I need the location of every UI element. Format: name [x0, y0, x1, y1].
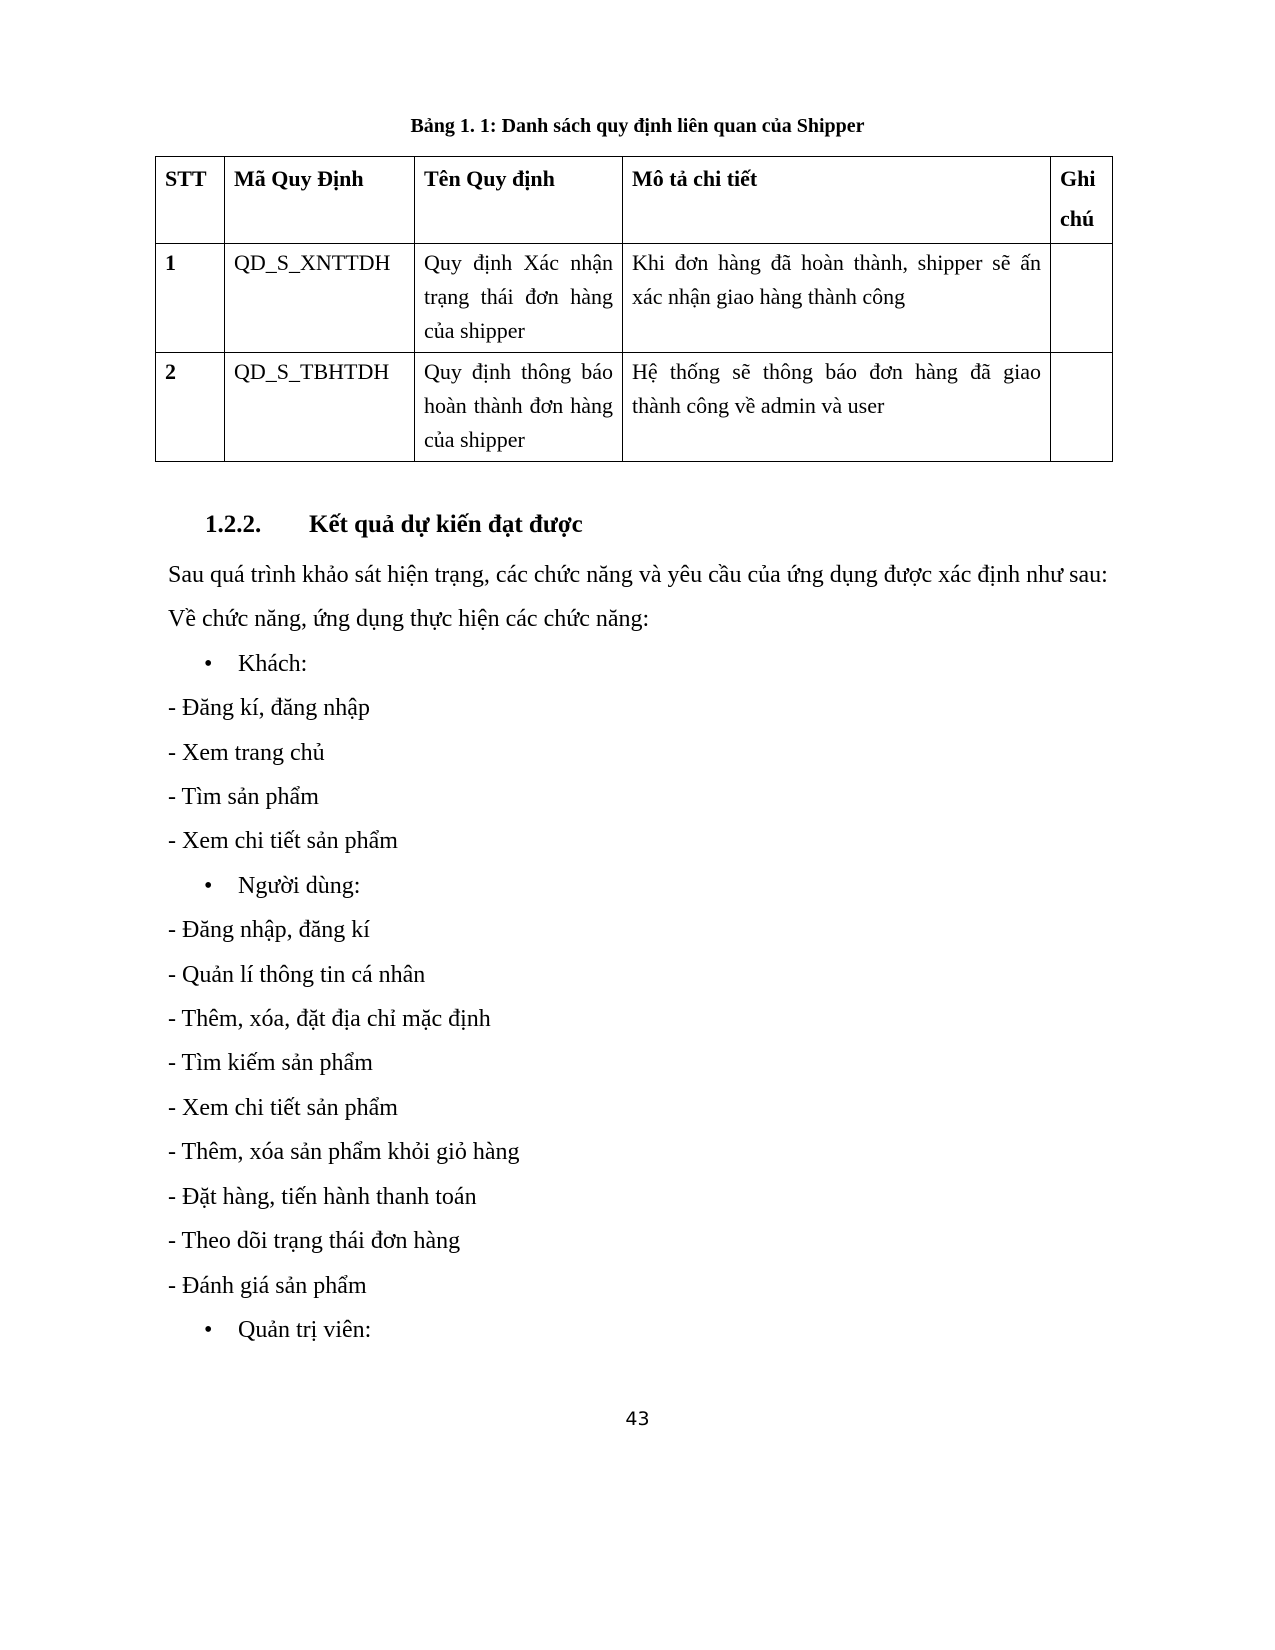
page-number: 43: [625, 1408, 650, 1430]
cell-note: [1051, 244, 1113, 353]
list-item: - Tìm sản phẩm: [168, 784, 319, 811]
intro-paragraph: Sau quá trình khảo sát hiện trạng, các chức năng và yêu cầu của ứng dụng được xác định như sau:: [168, 562, 1108, 588]
cell-stt: 2: [156, 353, 225, 462]
table-caption: [0, 113, 1275, 139]
section-heading: [205, 508, 583, 542]
header-code: Mã Quy Định: [225, 157, 415, 244]
list-item: - Đánh giá sản phẩm: [168, 1272, 367, 1299]
table-caption-text: Danh sách quy định liên quan của Shipper: [501, 115, 865, 137]
table-header-row: [156, 157, 1113, 244]
bullet-icon: •: [204, 650, 213, 677]
guest-heading: [168, 642, 1108, 686]
list-item: - Theo dõi trạng thái đơn hàng: [168, 1228, 461, 1255]
header-description: Mô tả chi tiết: [623, 157, 1051, 244]
table-row: [156, 353, 1113, 462]
admin-title: Quản trị viên:: [238, 1316, 372, 1343]
list-item: - Xem chi tiết sản phẩm: [168, 828, 398, 855]
cell-description: Khi đơn hàng đã hoàn thành, shipper sẽ ấn xác nhận giao hàng thành công: [623, 244, 1051, 353]
functions-intro: Về chức năng, ứng dụng thực hiện các chức năng:: [168, 606, 650, 633]
table-caption-label: Bảng 1. 1:: [410, 115, 497, 137]
guest-title: Khách:: [238, 650, 308, 677]
header-name: Tên Quy định: [415, 157, 623, 244]
list-item: - Đặt hàng, tiến hành thanh toán: [168, 1183, 477, 1210]
list-item: - Xem chi tiết sản phẩm: [168, 1094, 398, 1121]
user-heading: [168, 864, 1108, 908]
cell-code: QD_S_XNTTDH: [225, 244, 415, 353]
bullet-icon: •: [204, 1316, 213, 1343]
cell-stt: 1: [156, 244, 225, 353]
table-row: [156, 244, 1113, 353]
admin-heading: [168, 1308, 1108, 1352]
cell-note: [1051, 353, 1113, 462]
body-content: [168, 553, 1108, 1352]
list-item: - Đăng kí, đăng nhập: [168, 695, 370, 722]
list-item: - Tìm kiếm sản phẩm: [168, 1050, 373, 1077]
cell-description: Hệ thống sẽ thông báo đơn hàng đã giao thành công về admin và user: [623, 353, 1051, 462]
section-number: 1.2.2.: [205, 511, 262, 538]
section-title: Kết quả dự kiến đạt được: [309, 511, 583, 538]
regulations-table: [155, 156, 1113, 462]
list-item: - Thêm, xóa sản phẩm khỏi giỏ hàng: [168, 1139, 520, 1166]
header-note: Ghi chú: [1051, 157, 1113, 244]
user-title: Người dùng:: [238, 872, 361, 899]
cell-name: Quy định Xác nhận trạng thái đơn hàng của shipper: [415, 244, 623, 353]
cell-code: QD_S_TBHTDH: [225, 353, 415, 462]
header-stt: STT: [156, 157, 225, 244]
list-item: - Xem trang chủ: [168, 739, 325, 766]
cell-name: Quy định thông báo hoàn thành đơn hàng của shipper: [415, 353, 623, 462]
list-item: - Đăng nhập, đăng kí: [168, 917, 370, 944]
list-item: - Quản lí thông tin cá nhân: [168, 961, 426, 988]
bullet-icon: •: [204, 872, 213, 899]
list-item: - Thêm, xóa, đặt địa chỉ mặc định: [168, 1006, 491, 1033]
